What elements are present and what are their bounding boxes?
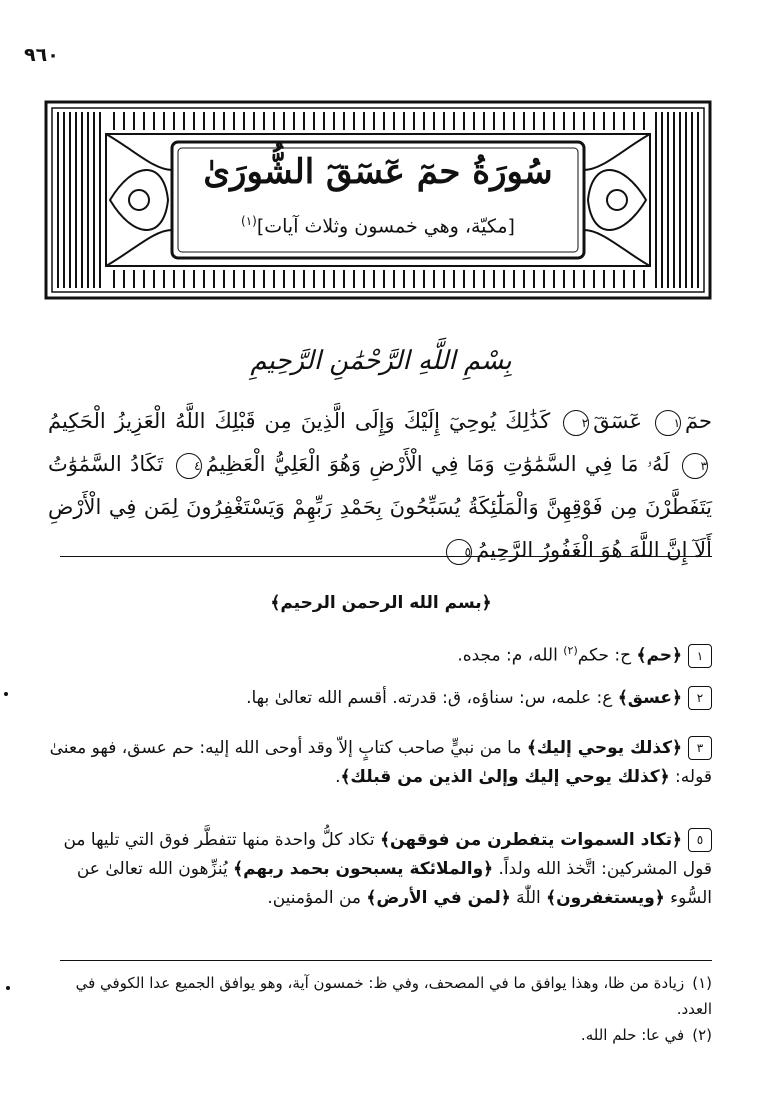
ayah-number-mark: ٤: [176, 453, 202, 479]
footnote-divider: [60, 960, 712, 961]
commentary-entry: [40, 734, 712, 792]
surah-meta: [44, 214, 712, 237]
surah-title: سُورَةُ حمٓ عٓسٓقٓ الشُّورَىٰ: [203, 152, 553, 192]
footnote-text: في عا: حلم الله.: [580, 1026, 685, 1044]
quran-text: [48, 400, 712, 572]
surah-meta-text: [مكيّة، وهي خمسون وثلاث آيات]: [256, 215, 515, 238]
footnote-number: (١): [692, 974, 712, 992]
footnote-number: (٢): [692, 1026, 712, 1044]
commentary-text: الله، م: مجده.: [457, 645, 564, 666]
footnote-item: [40, 970, 712, 1022]
margin-speck: [4, 692, 8, 696]
footnote-item: [40, 1022, 712, 1048]
verse-text: لَهُۥ مَا فِي السَّمَٰوَٰتِ وَمَا فِي الْأَرْضِ وَهُوَ الْعَلِيُّ الْعَظِيمُ: [205, 452, 670, 476]
verse-text: عٓسٓقٓ: [593, 409, 643, 433]
verse-text: تَكَادُ السَّمَٰوَٰتُ يَتَفَطَّرْنَ مِن فَوْقِهِنَّ وَالْمَلَٰٓئِكَةُ يُسَبِّحُونَ بِحَمْدِ رَبِّهِمْ وَيَسْتَغْفِرُونَ لِمَن فِي الْأَرْضِ أَلَآ إِنَّ اللَّهَ هُوَ الْغَفُورُ الرَّحِيمُ: [48, 452, 713, 562]
footnotes: [40, 970, 712, 1048]
footnote-ref: (٢): [563, 644, 578, 657]
commentary-key: ﴿حم﴾: [636, 645, 682, 666]
commentary-text: من المؤمنين.: [267, 888, 367, 908]
commentary-text: ما من نبيٍّ صاحب كتابٍ إلاّ وقد أوحى الله إليه: حم عسق، فهو معنىٰ قوله:: [49, 738, 712, 787]
commentary-text: يُنزِّهون الله تعالىٰ عن السُّوء: [76, 859, 712, 908]
commentary-entry: [40, 636, 712, 671]
page-number: ٩٦٠: [24, 44, 59, 66]
ayah-number-mark: ٣: [682, 453, 708, 479]
ornamental-border: [44, 100, 712, 300]
basmala-calligraphy: بِسْمِ اللَّهِ الرَّحْمَٰنِ الرَّحِيمِ: [250, 346, 512, 376]
commentary-key: ﴿كذلك يوحي إليك﴾: [526, 738, 682, 758]
divider-line: [60, 556, 712, 557]
commentary-number: ٥: [688, 828, 712, 852]
commentary-number: ٣: [688, 736, 712, 760]
commentary-key: ﴿تكاد السموات يتفطرن من فوقهن﴾: [380, 830, 682, 850]
verse-text: كَذَٰلِكَ يُوحِيٓ إِلَيْكَ وَإِلَى الَّذِينَ مِن قَبْلِكَ اللَّهُ الْعَزِيزُ الْحَكِيمُ: [48, 409, 551, 433]
surah-header-frame: [44, 100, 712, 300]
commentary-key: ﴿لمن في الأرض﴾: [366, 888, 511, 908]
commentary-text: ع: علمه، س: سناؤه، ق: قدرته. أقسم الله تعالىٰ بها.: [246, 688, 618, 708]
commentary-number: ٢: [688, 686, 712, 710]
commentary-basmala: ﴿بسم الله الرحمن الرحيم﴾: [270, 593, 492, 613]
margin-speck: [6, 986, 10, 990]
verse-text: حمٓ: [685, 409, 712, 433]
commentary-text: اللّٰهَ: [510, 888, 547, 908]
commentary-text: .: [335, 767, 341, 787]
surah-meta-footnote-ref: (١): [241, 214, 257, 228]
commentary-entry: [40, 826, 712, 913]
ayah-number-mark: ٥: [446, 539, 472, 565]
commentary-entry: [40, 684, 712, 713]
ayah-number-mark: ١: [655, 410, 681, 436]
commentary-key: ﴿ويستغفرون﴾: [546, 888, 665, 908]
commentary-number: ١: [688, 644, 712, 668]
commentary-text: تكاد كلُّ واحدة منها تتفطَّر فوق التي تليها من قول المشركين: اتَّخذ الله ولداً.: [63, 830, 712, 879]
commentary-key: ﴿كذلك يوحي إليك وإلىٰ الذين من قبلك﴾: [340, 767, 670, 787]
commentary-key: ﴿والملائكة يسبحون بحمد ربهم﴾: [233, 859, 494, 879]
commentary-text: ح: حكم: [577, 645, 637, 666]
ayah-number-mark: ٢: [563, 410, 589, 436]
footnote-text: زيادة من ظا، وهذا يوافق ما في المصحف، وفي ظ: خمسون آية، وهو يوافق الجميع عدا الكوفي في العدد.: [75, 974, 712, 1018]
commentary-key: ﴿عسق﴾: [617, 688, 682, 708]
